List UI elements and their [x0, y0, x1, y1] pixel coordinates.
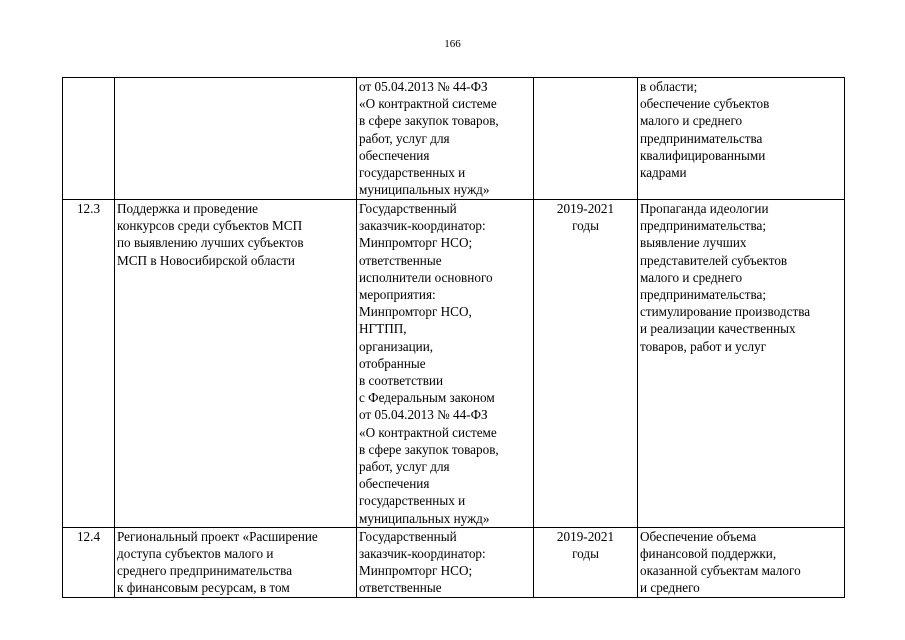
cell-line: товаров, работ и услуг [640, 338, 767, 354]
cell-line: обеспечение субъектов [640, 96, 770, 112]
cell-line: от 05.04.2013 № 44-ФЗ [359, 407, 488, 423]
cell-line: кадрами [640, 165, 687, 181]
cell-line: заказчик-координатор: [359, 546, 486, 562]
responsible-cell [357, 527, 534, 597]
cell-line: в сфере закупок товаров, [359, 441, 499, 457]
table-row [63, 527, 845, 597]
cell-line: представителей субъектов [640, 252, 788, 268]
cell-line: Пропаганда идеологии [640, 201, 769, 216]
cell-line: по выявлению лучших субъектов [117, 235, 304, 251]
cell-line: исполнители основного [359, 269, 493, 285]
responsible-cell [357, 78, 534, 200]
cell-line: организации, [359, 338, 434, 354]
cell-line: квалифицированными [640, 147, 766, 163]
cell-line: предпринимательства; [640, 218, 767, 234]
cell-line: и реализации качественных [640, 321, 796, 337]
cell-line: обеспечения [359, 147, 430, 163]
cell-line: доступа субъектов малого и [117, 546, 274, 562]
cell-line: в области; [640, 79, 698, 94]
cell-line: 2019-2021 [556, 528, 615, 544]
cell-line: стимулирование производства [640, 304, 811, 320]
measures-table [62, 77, 845, 598]
cell-line: оказанной субъектам малого [640, 563, 801, 579]
cell-line: финансовой поддержки, [640, 546, 777, 562]
cell-line: в сфере закупок товаров, [359, 113, 499, 129]
cell-line: ответственные [359, 252, 442, 268]
cell-line: Поддержка и проведение [117, 201, 259, 216]
cell-line: муниципальных нужд» [359, 182, 490, 198]
cell-line: МСП в Новосибирской области [117, 252, 295, 268]
cell-line: мероприятия: [359, 287, 436, 303]
cell-line: годы [572, 218, 599, 234]
expected-result-cell [638, 200, 845, 528]
cell-line: НГТПП, [359, 321, 407, 337]
cell-line: выявление лучших [640, 235, 747, 251]
cell-line: Минпромторг НСО; [359, 563, 473, 579]
cell-line: предпринимательства; [640, 287, 767, 303]
cell-line: Региональный проект «Расширение [117, 528, 318, 544]
cell-line: годы [572, 546, 599, 562]
cell-line: работ, услуг для [359, 459, 450, 475]
cell-line: государственных и [359, 493, 466, 509]
responsible-cell [357, 200, 534, 528]
row-number-cell: 12.4 [63, 527, 115, 597]
term-cell [534, 200, 638, 528]
cell-line: к финансовым ресурсам, в том [117, 580, 290, 596]
cell-line: с Федеральным законом [359, 390, 495, 406]
cell-line: Минпромторг НСО, [359, 304, 472, 320]
measure-name-cell [115, 527, 357, 597]
expected-result-cell [638, 527, 845, 597]
cell-line: среднего предпринимательства [117, 563, 293, 579]
cell-line: Минпромторг НСО; [359, 235, 473, 251]
cell-line: ответственные [359, 580, 442, 596]
cell-line: государственных и [359, 165, 466, 181]
page-number: 166 [444, 38, 461, 50]
cell-line: работ, услуг для [359, 130, 450, 146]
cell-line: «О контрактной системе [359, 424, 497, 440]
cell-line: от 05.04.2013 № 44-ФЗ [359, 79, 488, 94]
expected-result-cell [638, 78, 845, 200]
cell-line: отобранные [359, 355, 426, 371]
cell-line: малого и среднего [640, 113, 743, 129]
term-cell [534, 527, 638, 597]
table-row [63, 78, 845, 200]
table-row [63, 200, 845, 528]
cell-line: Государственный [359, 201, 457, 216]
term-cell [534, 78, 638, 200]
row-number-cell [63, 78, 115, 200]
cell-line: 2019-2021 [556, 201, 615, 216]
cell-line: Государственный [359, 528, 457, 544]
row-number-cell: 12.3 [63, 200, 115, 528]
cell-line: заказчик-координатор: [359, 218, 486, 234]
cell-line: предпринимательства [640, 130, 763, 146]
cell-line: в соответствии [359, 373, 444, 389]
measure-name-cell [115, 78, 357, 200]
cell-line: конкурсов среди субъектов МСП [117, 218, 303, 234]
cell-line: малого и среднего [640, 269, 743, 285]
cell-line: обеспечения [359, 476, 430, 492]
cell-line: «О контрактной системе [359, 96, 497, 112]
cell-line: Обеспечение объема [640, 528, 757, 544]
cell-line: муниципальных нужд» [359, 510, 490, 526]
measure-name-cell [115, 200, 357, 528]
cell-line: и среднего [640, 580, 700, 596]
